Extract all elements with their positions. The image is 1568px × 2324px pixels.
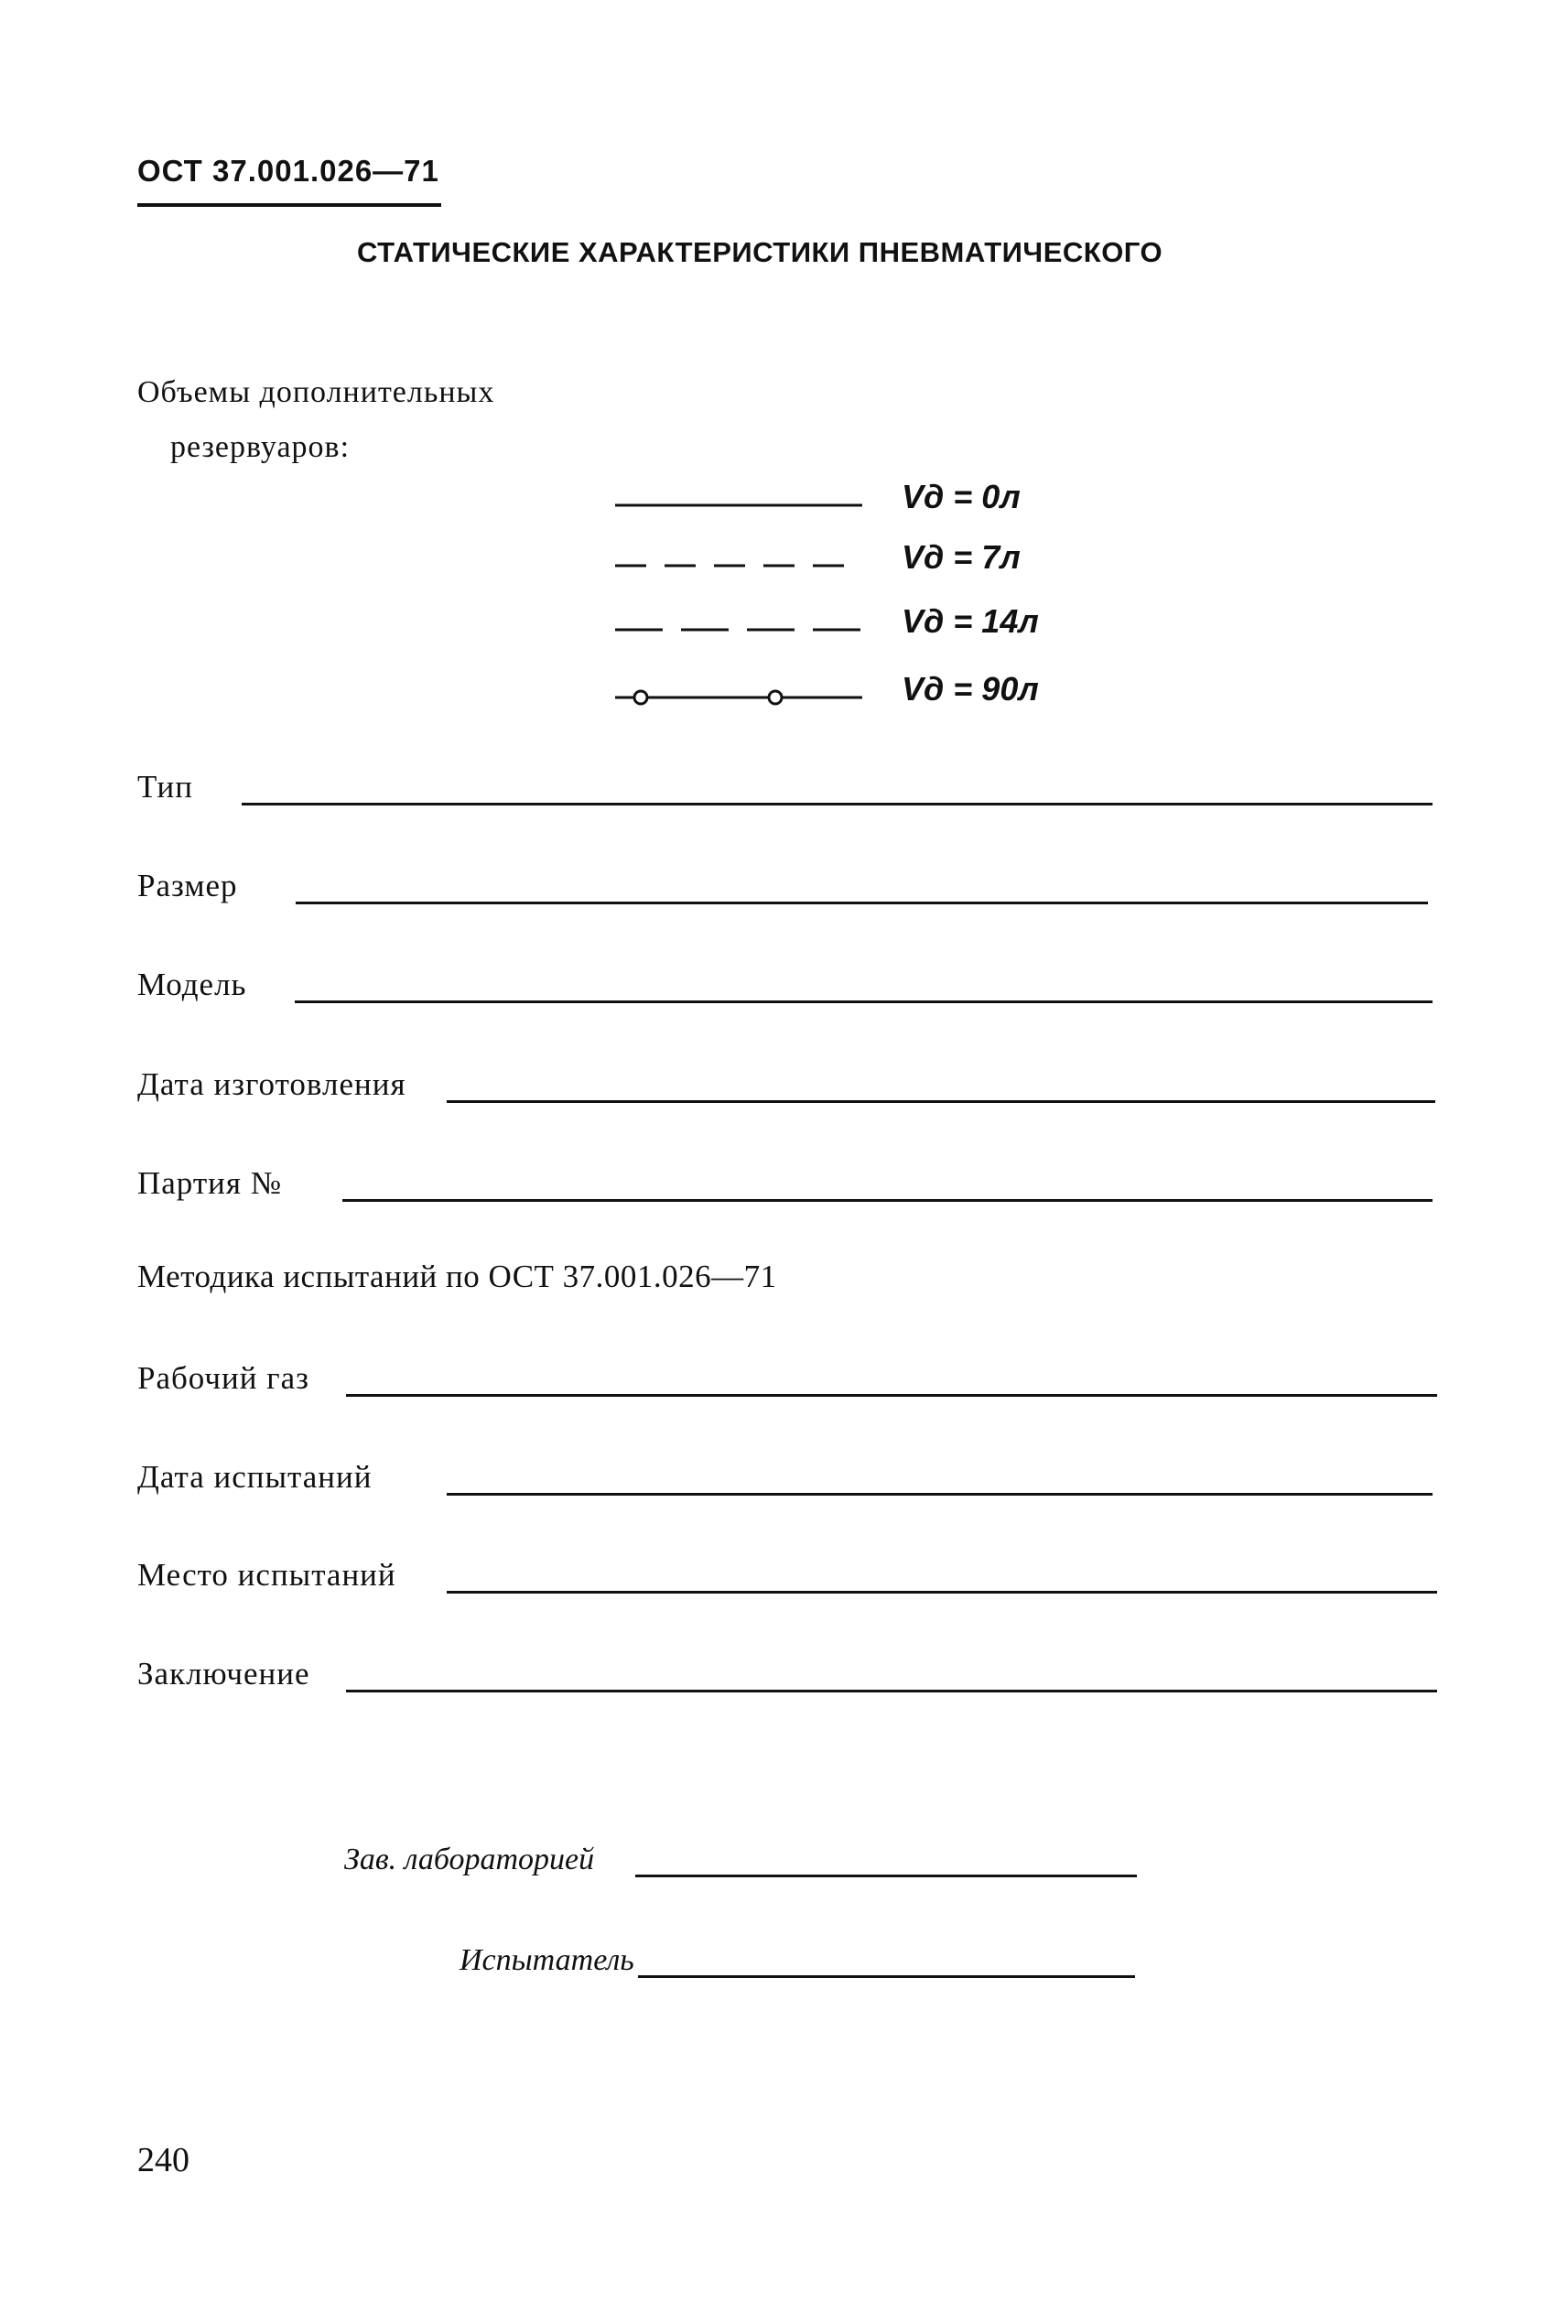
field-conclusion bbox=[137, 1652, 1437, 1698]
field-working-gas-line[interactable] bbox=[346, 1394, 1437, 1397]
field-working-gas-label: Рабочий газ bbox=[137, 1360, 309, 1396]
legend-line-circle-markers bbox=[613, 688, 870, 707]
field-conclusion-line[interactable] bbox=[346, 1690, 1437, 1692]
signature-lab-head-label: Зав. лабораторией bbox=[344, 1843, 595, 1876]
field-size bbox=[137, 864, 1428, 910]
legend-line-dashed bbox=[613, 557, 870, 575]
field-manufacture-date bbox=[137, 1063, 1435, 1108]
legend-item-dashed bbox=[613, 538, 1162, 593]
field-manufacture-date-label: Дата изготовления bbox=[137, 1066, 406, 1102]
legend-line-long-dashed bbox=[613, 621, 870, 639]
field-size-label: Размер bbox=[137, 868, 238, 903]
legend-marker-circle-2 bbox=[769, 691, 782, 704]
field-model-line[interactable] bbox=[295, 1000, 1433, 1003]
legend-item-long-dashed bbox=[613, 602, 1162, 657]
field-test-date-line[interactable] bbox=[447, 1493, 1433, 1496]
field-size-line[interactable] bbox=[296, 902, 1428, 904]
field-test-date-label: Дата испытаний bbox=[137, 1459, 373, 1495]
legend-label-long-dashed: Vд = 14л bbox=[902, 602, 1039, 640]
field-type-line[interactable] bbox=[242, 803, 1433, 805]
document-code-underline bbox=[137, 203, 441, 207]
legend-item-circle-markers bbox=[613, 670, 1162, 725]
legend-caption-line2: резервуаров: bbox=[170, 430, 351, 464]
field-type-label: Тип bbox=[137, 769, 193, 805]
field-batch-line[interactable] bbox=[342, 1199, 1433, 1202]
field-test-place-line[interactable] bbox=[447, 1591, 1437, 1594]
field-test-place-label: Место испытаний bbox=[137, 1557, 396, 1593]
field-manufacture-date-line[interactable] bbox=[447, 1100, 1435, 1103]
field-batch-label: Партия № bbox=[137, 1165, 283, 1201]
field-type bbox=[137, 765, 1433, 811]
legend-label-dashed: Vд = 7л bbox=[902, 538, 1021, 576]
legend-marker-circle-1 bbox=[634, 691, 647, 704]
test-method: Методика испытаний по ОСТ 37.001.026—71 bbox=[137, 1259, 777, 1294]
field-test-date bbox=[137, 1455, 1433, 1501]
field-working-gas bbox=[137, 1357, 1437, 1402]
legend-label-circle-markers: Vд = 90л bbox=[902, 670, 1039, 708]
signature-tester bbox=[460, 1938, 1135, 1984]
field-batch bbox=[137, 1162, 1433, 1207]
legend-caption-line1: Объемы дополнительных bbox=[137, 375, 495, 409]
document-title: СТАТИЧЕСКИЕ ХАРАКТЕРИСТИКИ ПНЕВМАТИЧЕСКОГО bbox=[357, 236, 1163, 268]
signature-tester-label: Испытатель bbox=[460, 1943, 634, 1977]
legend-line-solid bbox=[613, 496, 870, 514]
document-code: ОСТ 37.001.026—71 bbox=[137, 154, 439, 188]
signature-tester-line[interactable] bbox=[638, 1975, 1135, 1978]
signature-lab-head-line[interactable] bbox=[635, 1875, 1137, 1877]
field-test-place bbox=[137, 1553, 1437, 1599]
legend-item-solid bbox=[613, 478, 1162, 533]
field-model-label: Модель bbox=[137, 967, 247, 1002]
signature-lab-head bbox=[344, 1837, 1137, 1883]
page-number: 240 bbox=[137, 2141, 189, 2179]
field-conclusion-label: Заключение bbox=[137, 1656, 310, 1692]
legend-label-solid: Vд = 0л bbox=[902, 478, 1021, 515]
field-model bbox=[137, 963, 1433, 1009]
